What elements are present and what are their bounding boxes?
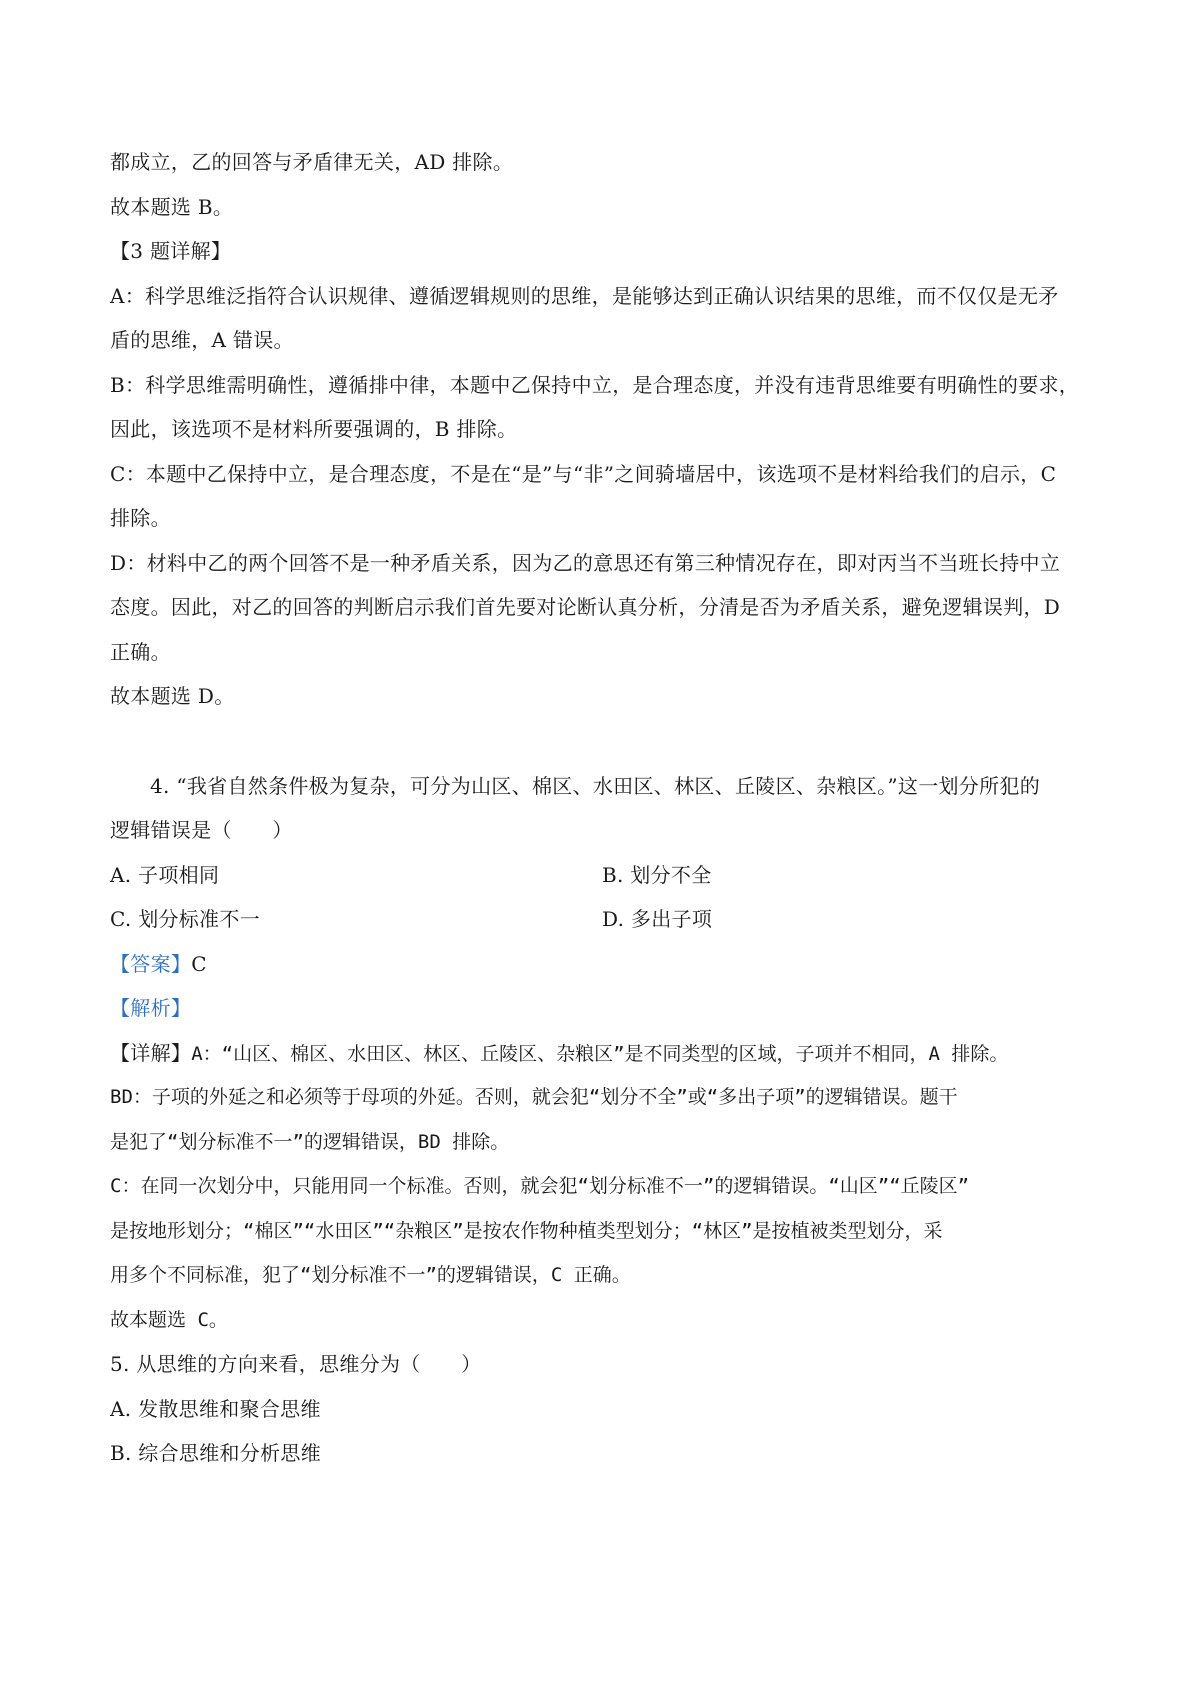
detail-label: 【详解】 bbox=[110, 1041, 192, 1065]
q4-detail-line-1 bbox=[110, 1039, 1100, 1068]
q4-option-c: C. 划分标准不一 bbox=[110, 907, 261, 931]
q4-stem-line-2: 逻辑错误是（ ） bbox=[110, 818, 293, 842]
q4-option-a: A. 子项相同 bbox=[110, 863, 220, 887]
q3-d-line-2: 态度。因此，对乙的回答的判断启示我们首先要对论断认真分析，分清是否为矛盾关系，避免逻辑误判，D bbox=[110, 595, 1061, 619]
q2-conclusion: 故本题选 B。 bbox=[110, 195, 234, 219]
q4-option-d: D. 多出子项 bbox=[602, 907, 713, 931]
q2-tail-line: 都成立，乙的回答与矛盾律无关，AD 排除。 bbox=[110, 150, 514, 174]
q3-b-line-1: B：科学思维需明确性，遵循排中律，本题中乙保持中立，是合理态度，并没有违背思维要有明确性的要求， bbox=[110, 373, 1080, 397]
q4-stem-line-1: 4. “我省自然条件极为复杂，可分为山区、棉区、水田区、林区、丘陵区、杂粮区。”这一划分所犯的 bbox=[150, 774, 1040, 798]
q4-conclusion: 故本题选 C。 bbox=[110, 1309, 228, 1331]
detail-a-text: A：“山区、棉区、水田区、林区、丘陵区、杂粮区”是不同类型的区域，子项并不相同，A 排除。 bbox=[191, 1043, 1009, 1065]
q4-c-line-2: 是按地形划分；“棉区”“水田区”“杂粮区”是按农作物种植类型划分；“林区”是按植被类型划分，采 bbox=[110, 1220, 943, 1242]
q5-stem: 5. 从思维的方向来看，思维分为（ ） bbox=[110, 1352, 482, 1376]
q4-analysis-label: 【解析】 bbox=[110, 996, 192, 1020]
q4-c-line-3: 用多个不同标准，犯了“划分标准不一”的逻辑错误，C 正确。 bbox=[110, 1264, 631, 1286]
q4-answer bbox=[110, 950, 1100, 978]
q3-c-line-1: C：本题中乙保持中立，是合理态度，不是在“是”与“非”之间骑墙居中，该选项不是材料给我们的启示，C bbox=[110, 462, 1057, 486]
q3-d-line-1: D：材料中乙的两个回答不是一种矛盾关系，因为乙的意思还有第三种情况存在，即对丙当不当班长持中立 bbox=[110, 551, 1061, 575]
q3-detail-header: 【3 题详解】 bbox=[110, 239, 232, 263]
q4-option-b: B. 划分不全 bbox=[602, 863, 712, 887]
q3-a-line-2: 盾的思维，A 错误。 bbox=[110, 328, 294, 352]
q4-bd-line-2: 是犯了“划分标准不一”的逻辑错误，BD 排除。 bbox=[110, 1131, 510, 1153]
q3-b-line-2: 因此，该选项不是材料所要强调的，B 排除。 bbox=[110, 417, 518, 441]
q3-c-line-2: 排除。 bbox=[110, 506, 171, 530]
q3-d-line-3: 正确。 bbox=[110, 640, 171, 664]
q3-conclusion: 故本题选 D。 bbox=[110, 684, 235, 708]
answer-label: 【答案】 bbox=[110, 952, 192, 976]
q3-a-line-1: A：科学思维泛指符合认识规律、遵循逻辑规则的思维，是能够达到正确认识结果的思维，而不仅仅是无矛 bbox=[110, 284, 1059, 308]
q5-option-a: A. 发散思维和聚合思维 bbox=[110, 1397, 321, 1421]
answer-value: C bbox=[191, 952, 207, 976]
q4-bd-line-1: BD：子项的外延之和必须等于母项的外延。否则，就会犯“划分不全”或“多出子项”的逻辑错误。题干 bbox=[110, 1086, 958, 1108]
q5-option-b: B. 综合思维和分析思维 bbox=[110, 1441, 322, 1465]
q4-c-line-1: C：在同一次划分中，只能用同一个标准。否则，就会犯“划分标准不一”的逻辑错误。“山区”“丘陵区” bbox=[110, 1175, 970, 1197]
